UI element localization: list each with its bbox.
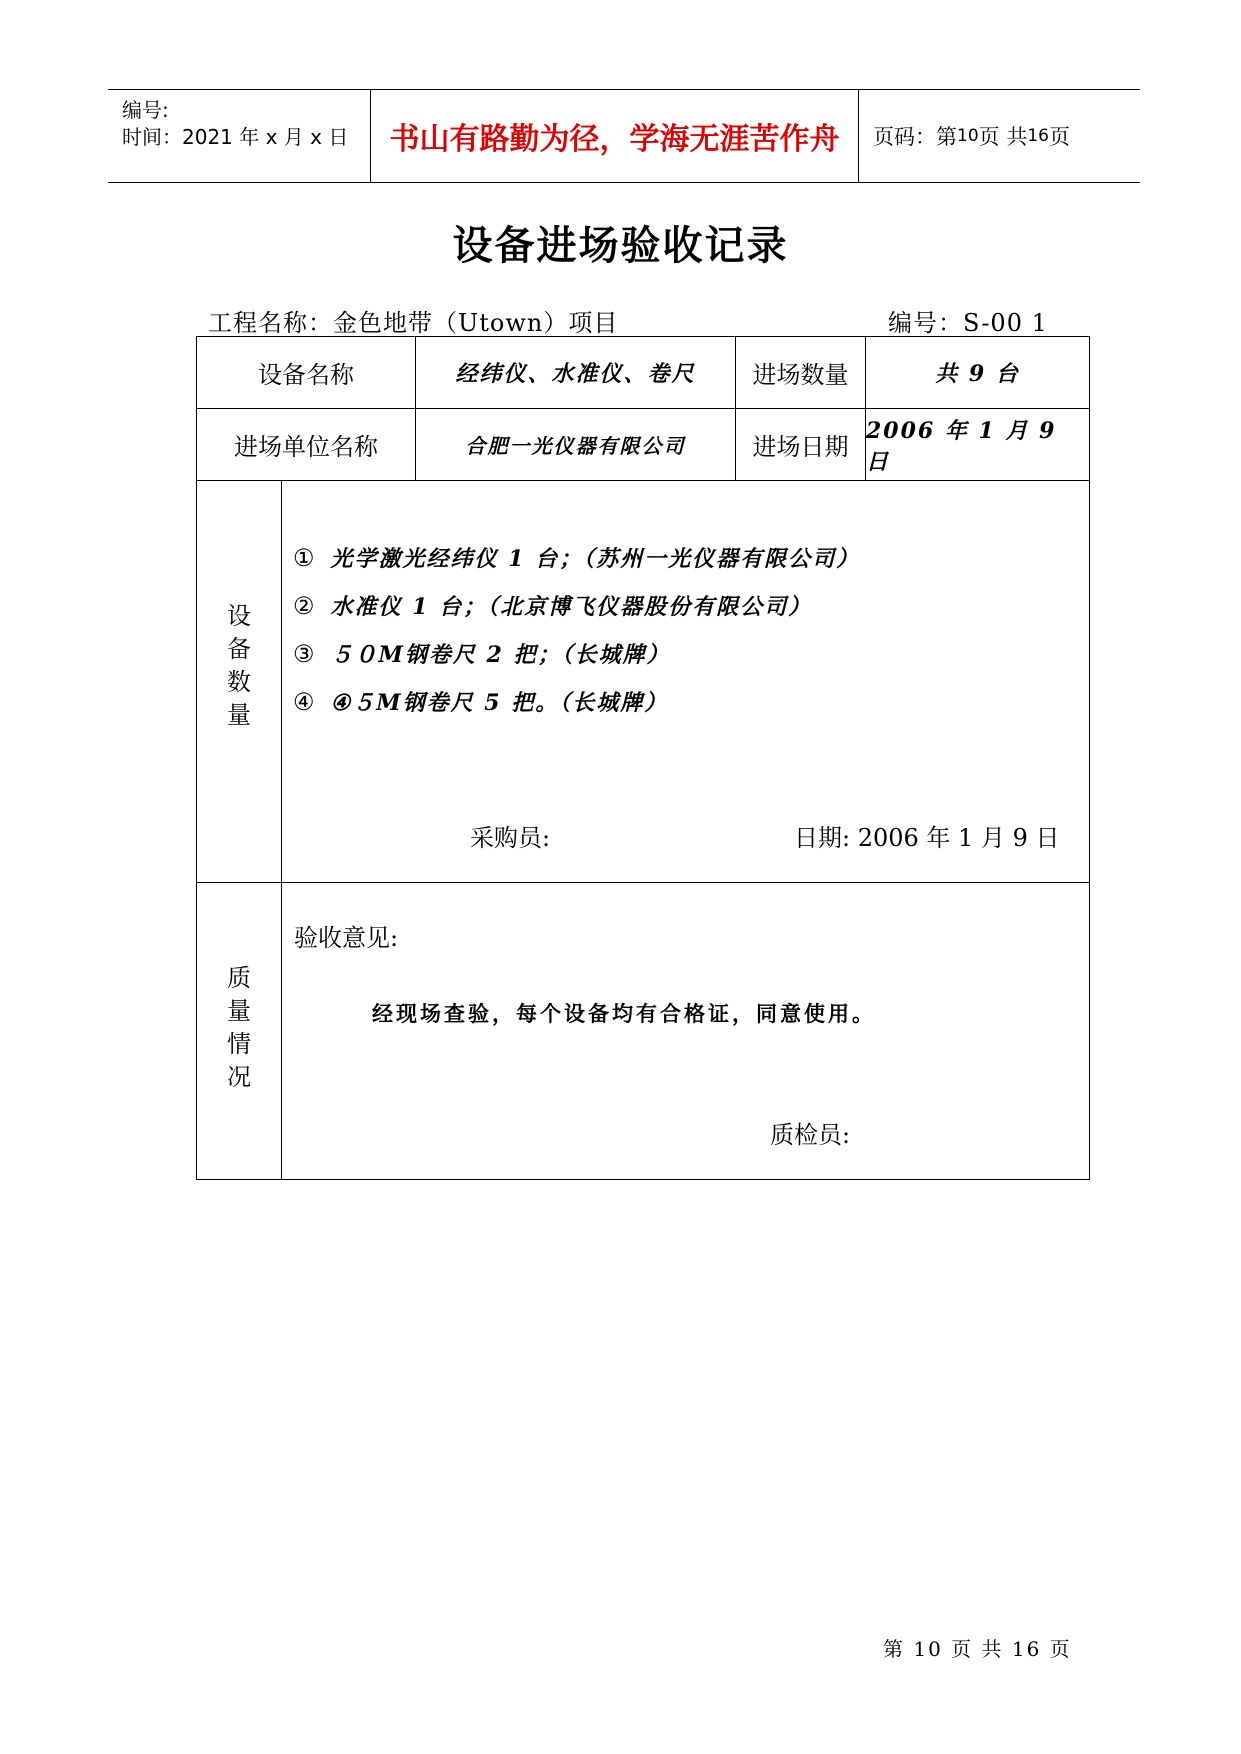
inspector-label: 质检员: <box>770 1121 851 1149</box>
header-motto: 书山有路勤为径，学海无涯苦作舟 <box>371 90 859 182</box>
list-item <box>293 542 860 573</box>
page-prefix: 页码：第 <box>873 125 957 149</box>
unit-value: 合肥一光仪器有限公司 <box>465 434 686 458</box>
list-item <box>293 590 812 621</box>
quantity-label: 进场数量 <box>752 361 849 389</box>
date-value: 2006 年 1 月 9 日 <box>866 417 1057 475</box>
page-total: 16 <box>1027 126 1049 146</box>
quality-label: 质量情况 <box>227 964 251 1091</box>
list-item <box>293 638 671 669</box>
record-code: 编号：S-00 1 <box>888 309 1048 337</box>
unit-label: 进场单位名称 <box>234 433 378 461</box>
item-text: 水准仪 1 台；（北京博飞仪器股份有限公司） <box>330 594 813 620</box>
buyer-date: 日期: 2006 年 1 月 9 日 <box>794 824 1060 852</box>
page-footer: 第 10 页 共 16 页 <box>883 1637 1072 1661</box>
item-number: ② <box>293 592 317 620</box>
opinion-label: 验收意见: <box>294 924 399 952</box>
header-page-info <box>873 90 1133 182</box>
page-middle: 页 共 <box>978 125 1028 149</box>
row-divider <box>197 882 1089 883</box>
project-name: 工程名称：金色地带（Utown）项目 <box>208 309 619 337</box>
header-number-label: 编号: <box>122 98 169 122</box>
buyer-label: 采购员: <box>470 824 551 852</box>
header-meta <box>108 90 371 182</box>
item-number: ④ <box>293 688 317 716</box>
item-number: ③ <box>293 640 317 668</box>
document-title: 设备进场验收记录 <box>452 223 789 269</box>
page-current: 10 <box>957 126 979 146</box>
equipment-qty-label: 设备数量 <box>227 602 251 729</box>
page-header <box>108 89 1140 183</box>
quantity-value: 共 9 台 <box>935 361 1020 387</box>
equipment-name-label: 设备名称 <box>258 361 354 389</box>
list-item <box>293 686 668 717</box>
item-number: ① <box>293 544 317 572</box>
date-label: 进场日期 <box>752 433 849 461</box>
item-text: 光学激光经纬仪 1 台；（苏州一光仪器有限公司） <box>330 546 861 572</box>
item-text: ④５M钢卷尺 5 把。（长城牌） <box>330 690 669 716</box>
row-divider <box>197 480 1089 481</box>
opinion-text: 经现场查验，每个设备均有合格证，同意使用。 <box>372 1001 876 1026</box>
item-text: ５０M钢卷尺 2 把；（长城牌） <box>330 642 671 668</box>
page-suffix: 页 <box>1048 125 1070 149</box>
header-time-label: 时间：2021 年 x 月 x 日 <box>122 125 349 149</box>
col-divider <box>281 480 282 1180</box>
equipment-name-value: 经纬仪、水准仪、卷尺 <box>455 361 696 387</box>
acceptance-table <box>196 336 1090 1180</box>
